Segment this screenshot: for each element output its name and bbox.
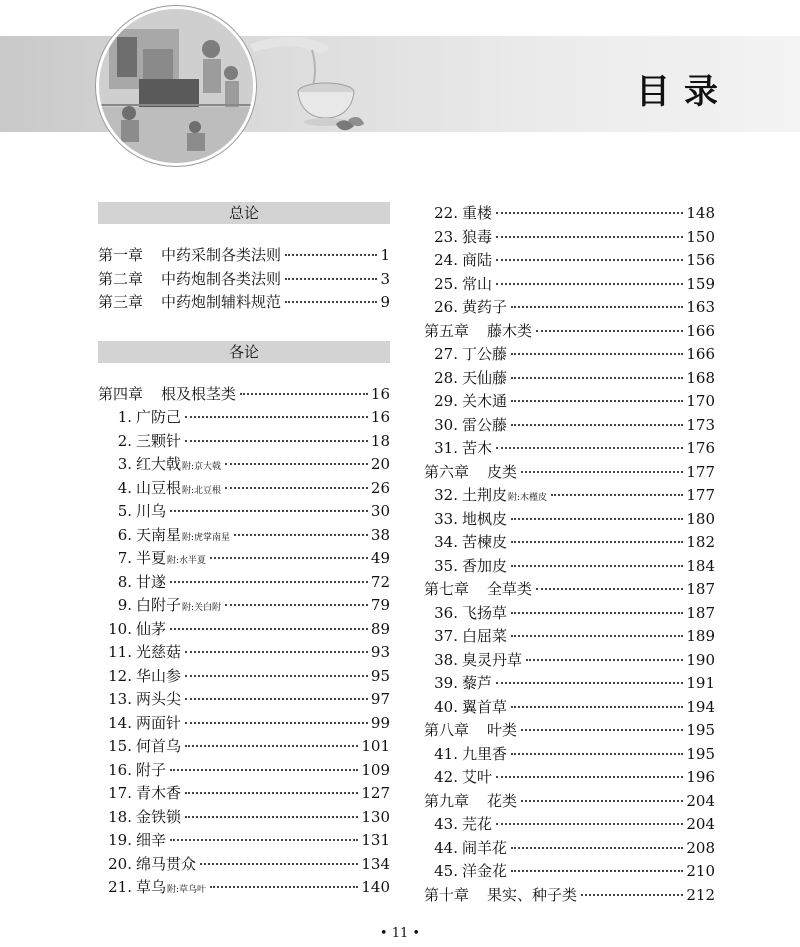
toc-chapter-row[interactable] (424, 578, 715, 602)
chapter-label: 第七章 (424, 580, 470, 598)
dot-leader (511, 565, 683, 567)
item-number: 19. (108, 831, 132, 849)
item-number: 26. (434, 298, 458, 316)
toc-item-row[interactable] (98, 453, 390, 477)
item-number: 8. (117, 572, 132, 591)
dot-leader (496, 823, 683, 825)
item-title: 白屈菜 (462, 627, 508, 645)
item-number: 32. (434, 486, 458, 504)
item-title: 九里香 (462, 744, 508, 763)
item-title: 何首乌 (136, 737, 182, 755)
toc-item-row[interactable] (98, 759, 390, 783)
dot-leader (185, 675, 368, 677)
page-number-ref: 170 (686, 392, 715, 410)
item-title: 光慈菇 (136, 643, 182, 661)
page-title: 目录 (636, 72, 732, 112)
section-header-general: 总论 (98, 202, 390, 224)
page-number-ref: 168 (686, 368, 715, 387)
dot-leader (521, 800, 683, 802)
page-number-ref: 189 (686, 627, 715, 645)
item-title: 金铁锁 (136, 807, 182, 826)
page-number-ref: 187 (686, 603, 715, 622)
page-number-ref: 191 (686, 674, 715, 692)
item-title: 草乌附:草乌叶 (136, 878, 207, 896)
dot-leader (210, 886, 358, 888)
dot-leader (496, 212, 683, 214)
item-number: 36. (434, 603, 458, 622)
general-chapter-list (98, 244, 390, 315)
dot-leader (511, 424, 683, 426)
dot-leader (511, 706, 683, 708)
dot-leader (225, 463, 368, 465)
page-number-ref: 3 (380, 269, 390, 288)
page-number-ref: 140 (361, 878, 390, 896)
dot-leader (496, 259, 683, 261)
page-number-ref: 163 (686, 298, 715, 316)
toc-item-row[interactable] (424, 602, 715, 626)
toc-item-row[interactable] (424, 273, 715, 297)
item-number: 18. (108, 807, 132, 826)
page-number-ref: 212 (686, 885, 715, 904)
item-title: 白附子附:关白附 (136, 596, 222, 614)
page-number-ref: 134 (361, 854, 390, 873)
toc-chapter-row[interactable] (98, 244, 390, 268)
dot-leader (185, 745, 358, 747)
toc-item-row[interactable] (424, 367, 715, 391)
toc-item-row[interactable] (424, 813, 715, 837)
item-number: 5. (117, 502, 132, 520)
item-title: 闹羊花 (462, 838, 508, 857)
page-number-ref: 187 (686, 580, 715, 598)
toc-entry-list-left (98, 383, 390, 900)
item-number: 20. (108, 854, 132, 873)
toc-item-row[interactable] (98, 688, 390, 712)
item-title: 青木香 (136, 784, 182, 802)
item-number: 1. (117, 408, 132, 426)
toc-item-row[interactable] (98, 829, 390, 853)
item-number: 11. (108, 643, 132, 661)
item-number: 37. (434, 627, 458, 645)
toc-chapter-row[interactable] (424, 884, 715, 908)
dot-leader (170, 581, 368, 583)
item-title: 天仙藤 (462, 368, 508, 387)
page-number-ref: 190 (686, 650, 715, 669)
chapter-label: 第五章 (424, 321, 470, 340)
chapter-label: 第一章 (98, 246, 144, 264)
dot-leader (200, 863, 358, 865)
item-number: 13. (108, 690, 132, 708)
toc-item-row[interactable] (424, 649, 715, 673)
item-number: 27. (434, 345, 458, 363)
illustration-scene (99, 9, 253, 163)
toc-item-row[interactable] (424, 860, 715, 884)
dot-leader (225, 487, 368, 489)
toc-item-row[interactable] (98, 782, 390, 806)
item-number: 6. (117, 525, 132, 544)
toc-item-row[interactable] (98, 735, 390, 759)
dot-leader (185, 722, 368, 724)
dot-leader (511, 847, 683, 849)
page-number-ref: 131 (361, 831, 390, 849)
chapter-label: 第四章 (98, 384, 144, 403)
toc-item-row[interactable] (98, 547, 390, 571)
toc-entry-list-right (424, 202, 715, 907)
dot-leader (496, 447, 683, 449)
item-number: 45. (434, 862, 458, 880)
dot-leader (285, 254, 377, 256)
dot-leader (496, 682, 683, 684)
item-appendix: 附:草乌叶 (167, 885, 207, 895)
chapter-title: 中药采制各类法则 (161, 246, 282, 264)
toc-item-row[interactable] (424, 837, 715, 861)
toc-item-row[interactable] (98, 524, 390, 548)
item-title: 芫花 (462, 815, 493, 833)
spacer (98, 363, 390, 383)
item-number: 28. (434, 368, 458, 387)
dot-leader (551, 494, 683, 496)
chapter-label: 第六章 (424, 462, 470, 481)
dot-leader (521, 471, 683, 473)
chapter-label: 第八章 (424, 721, 470, 739)
toc-item-row[interactable] (424, 743, 715, 767)
toc-item-row[interactable] (424, 390, 715, 414)
item-title: 两面针 (136, 713, 182, 732)
toc-item-row[interactable] (98, 618, 390, 642)
item-title: 狼毒 (462, 227, 493, 246)
item-number: 41. (434, 744, 458, 763)
toc-right-column (424, 202, 715, 907)
toc-item-row[interactable] (98, 641, 390, 665)
dot-leader (170, 769, 358, 771)
chapter-title: 藤木类 (487, 321, 533, 340)
item-title: 艾叶 (462, 768, 493, 786)
chapter-title: 叶类 (487, 721, 518, 739)
page-number-ref: 72 (370, 572, 390, 591)
page-number-ref: 79 (370, 596, 390, 614)
item-number: 21. (108, 878, 132, 896)
page-number-ref: 1 (380, 246, 390, 264)
item-number: 16. (108, 760, 132, 779)
toc-item-row[interactable] (98, 806, 390, 830)
page-number-ref: 99 (370, 713, 390, 732)
page-number-ref: 150 (686, 227, 715, 246)
item-number: 34. (434, 533, 458, 551)
page-number-ref: 95 (370, 666, 390, 685)
chapter-title: 全草类 (487, 580, 533, 598)
toc-item-row[interactable] (424, 226, 715, 250)
item-title: 重楼 (462, 204, 493, 222)
item-title: 半夏附:水半夏 (136, 549, 207, 567)
page-number-ref: 9 (380, 293, 390, 311)
item-title: 香加皮 (462, 556, 508, 575)
page-number-ref: 177 (686, 462, 715, 481)
item-number: 2. (117, 431, 132, 450)
page-number-ref: 16 (370, 408, 390, 426)
item-number: 43. (434, 815, 458, 833)
dot-leader (496, 283, 683, 285)
item-number: 42. (434, 768, 458, 786)
item-number: 33. (434, 509, 458, 528)
page-number-ref: 16 (370, 384, 390, 403)
dot-leader (185, 792, 358, 794)
item-title: 附子 (136, 760, 167, 779)
toc-item-row[interactable] (98, 430, 390, 454)
teacup-illustration (250, 34, 370, 134)
dot-leader (285, 278, 377, 280)
dot-leader (536, 330, 683, 332)
toc-item-row[interactable] (98, 712, 390, 736)
item-title: 飞扬草 (462, 603, 508, 622)
item-title: 关木通 (462, 392, 508, 410)
page-number-ref: 166 (686, 345, 715, 363)
dot-leader (526, 659, 683, 661)
item-title: 三颗针 (136, 431, 182, 450)
item-number: 14. (108, 713, 132, 732)
toc-item-row[interactable] (98, 571, 390, 595)
page-number-ref: 184 (686, 556, 715, 575)
toc-item-row[interactable] (424, 672, 715, 696)
dot-leader (511, 753, 683, 755)
item-title: 山豆根附:北豆根 (136, 478, 222, 497)
item-title: 红大戟附:京大戟 (136, 455, 222, 473)
toc-item-row[interactable] (424, 249, 715, 273)
page-number-ref: 89 (370, 619, 390, 638)
chapter-title: 皮类 (487, 462, 518, 481)
dot-leader (210, 557, 368, 559)
dot-leader (536, 588, 683, 590)
toc-item-row[interactable] (424, 508, 715, 532)
item-number: 12. (108, 666, 132, 685)
item-number: 3. (117, 455, 132, 473)
toc-left-column (98, 202, 390, 900)
page-number-ref: 195 (686, 744, 715, 763)
item-title: 黄药子 (462, 298, 508, 316)
page-number: • 11 • (379, 926, 421, 941)
toc-chapter-row[interactable] (98, 268, 390, 292)
page-number-ref: 109 (361, 760, 390, 779)
toc-chapter-row[interactable] (424, 790, 715, 814)
toc-item-row[interactable] (424, 484, 715, 508)
toc-item-row[interactable] (424, 343, 715, 367)
item-number: 35. (434, 556, 458, 575)
item-title: 仙茅 (136, 619, 167, 638)
dot-leader (511, 400, 683, 402)
page-number-ref: 101 (361, 737, 390, 755)
page-number-ref: 195 (686, 721, 715, 739)
page-number-ref: 208 (686, 838, 715, 857)
toc-item-row[interactable] (424, 414, 715, 438)
page-number-ref: 18 (370, 431, 390, 450)
item-title: 臭灵丹草 (462, 650, 523, 669)
item-number: 39. (434, 674, 458, 692)
toc-item-row[interactable] (98, 853, 390, 877)
toc-item-row[interactable] (98, 876, 390, 900)
item-title: 常山 (462, 274, 493, 293)
item-title: 甘遂 (136, 572, 167, 591)
item-title: 广防己 (136, 408, 182, 426)
section-header-specific: 各论 (98, 341, 390, 363)
dot-leader (511, 612, 683, 614)
dot-leader (496, 776, 683, 778)
page-number-ref: 97 (370, 690, 390, 708)
item-title: 土荆皮附:木槿皮 (462, 486, 548, 504)
item-title: 两头尖 (136, 690, 182, 708)
dot-leader (496, 236, 683, 238)
spacer (98, 224, 390, 244)
item-number: 4. (117, 478, 132, 497)
item-number: 40. (434, 697, 458, 716)
dot-leader (511, 518, 683, 520)
page-number-ref: 180 (686, 509, 715, 528)
dot-leader (511, 306, 683, 308)
toc-item-row[interactable] (424, 766, 715, 790)
item-title: 洋金花 (462, 862, 508, 880)
item-title: 绵马贯众 (136, 854, 197, 873)
item-appendix: 附:北豆根 (182, 485, 222, 496)
page-number-ref: 176 (686, 439, 715, 457)
item-title: 细辛 (136, 831, 167, 849)
item-number: 10. (108, 619, 132, 638)
toc-item-row[interactable] (98, 665, 390, 689)
item-number: 24. (434, 251, 458, 269)
page-number-ref: 130 (361, 807, 390, 826)
item-appendix: 附:关白附 (182, 603, 222, 613)
toc-item-row[interactable] (424, 625, 715, 649)
toc-item-row[interactable] (424, 696, 715, 720)
page-number-ref: 210 (686, 862, 715, 880)
dot-leader (170, 628, 368, 630)
page-number-ref: 93 (370, 643, 390, 661)
page-number-ref: 26 (370, 478, 390, 497)
item-title: 雷公藤 (462, 415, 508, 434)
page-number-ref: 204 (686, 815, 715, 833)
dot-leader (511, 353, 683, 355)
page-number-ref: 156 (686, 251, 715, 269)
page-number-ref: 177 (686, 486, 715, 504)
item-number: 25. (434, 274, 458, 293)
item-appendix: 附:水半夏 (167, 556, 207, 566)
dot-leader (234, 534, 368, 536)
page-number-ref: 204 (686, 791, 715, 810)
chapter-label: 第九章 (424, 791, 470, 810)
item-number: 17. (108, 784, 132, 802)
dot-leader (511, 541, 683, 543)
chapter-title: 果实、种子类 (487, 885, 578, 904)
item-title: 川乌 (136, 502, 167, 520)
page-number-ref: 49 (370, 549, 390, 567)
page-number-ref: 127 (361, 784, 390, 802)
dot-leader (170, 510, 368, 512)
item-number: 22. (434, 204, 458, 222)
page-number-ref: 194 (686, 697, 715, 716)
dot-leader (581, 894, 683, 896)
page-number-ref: 20 (370, 455, 390, 473)
toc-item-row[interactable] (98, 477, 390, 501)
dot-leader (185, 651, 368, 653)
chapter-title: 中药炮制辅料规范 (161, 293, 282, 311)
toc-item-row[interactable] (424, 531, 715, 555)
item-title: 藜芦 (462, 674, 493, 692)
chapter-label: 第二章 (98, 269, 144, 288)
page-number-ref: 30 (370, 502, 390, 520)
item-number: 29. (434, 392, 458, 410)
toc-chapter-row[interactable] (98, 291, 390, 315)
item-number: 44. (434, 838, 458, 857)
toc-item-row[interactable] (424, 437, 715, 461)
toc-item-row[interactable] (98, 500, 390, 524)
toc-item-row[interactable] (424, 555, 715, 579)
item-number: 9. (117, 596, 132, 614)
page-number-ref: 182 (686, 533, 715, 551)
toc-chapter-row[interactable] (424, 320, 715, 344)
item-title: 翼首草 (462, 697, 508, 716)
dot-leader (225, 604, 368, 606)
item-title: 地枫皮 (462, 509, 508, 528)
header-illustration (96, 6, 256, 166)
page-number-ref: 38 (370, 525, 390, 544)
item-appendix: 附:虎掌南星 (182, 532, 231, 543)
toc-item-row[interactable] (98, 594, 390, 618)
dot-leader (185, 698, 368, 700)
toc-chapter-row[interactable] (424, 461, 715, 485)
item-title: 商陆 (462, 251, 493, 269)
item-title: 苦木 (462, 439, 493, 457)
chapter-label: 第十章 (424, 885, 470, 904)
toc-chapter-row[interactable] (424, 719, 715, 743)
dot-leader (185, 416, 368, 418)
item-appendix: 附:京大戟 (182, 462, 222, 472)
dot-leader (285, 301, 377, 303)
chapter-title: 花类 (487, 791, 518, 810)
toc-item-row[interactable] (424, 202, 715, 226)
page-number-ref: 173 (686, 415, 715, 434)
dot-leader (511, 870, 683, 872)
dot-leader (185, 816, 358, 818)
page-number-ref: 166 (686, 321, 715, 340)
chapter-title: 中药炮制各类法则 (161, 269, 282, 288)
dot-leader (511, 377, 683, 379)
toc-item-row[interactable] (424, 296, 715, 320)
item-title: 丁公藤 (462, 345, 508, 363)
dot-leader (521, 729, 683, 731)
page-number-ref: 196 (686, 768, 715, 786)
dot-leader (185, 440, 368, 442)
toc-item-row[interactable] (98, 406, 390, 430)
item-appendix: 附:木槿皮 (508, 493, 548, 503)
item-number: 7. (117, 549, 132, 567)
item-title: 天南星附:虎掌南星 (136, 525, 231, 544)
toc-chapter-row[interactable] (98, 383, 390, 407)
dot-leader (240, 393, 368, 395)
chapter-title: 根及根茎类 (161, 384, 237, 403)
page-number-ref: 148 (686, 204, 715, 222)
item-number: 38. (434, 650, 458, 669)
page-number-ref: 159 (686, 274, 715, 293)
chapter-label: 第三章 (98, 293, 144, 311)
item-title: 华山参 (136, 666, 182, 685)
dot-leader (511, 635, 683, 637)
item-title: 苦楝皮 (462, 533, 508, 551)
item-number: 23. (434, 227, 458, 246)
item-number: 31. (434, 439, 458, 457)
dot-leader (170, 839, 358, 841)
item-number: 30. (434, 415, 458, 434)
spacer (98, 315, 390, 341)
item-number: 15. (108, 737, 132, 755)
